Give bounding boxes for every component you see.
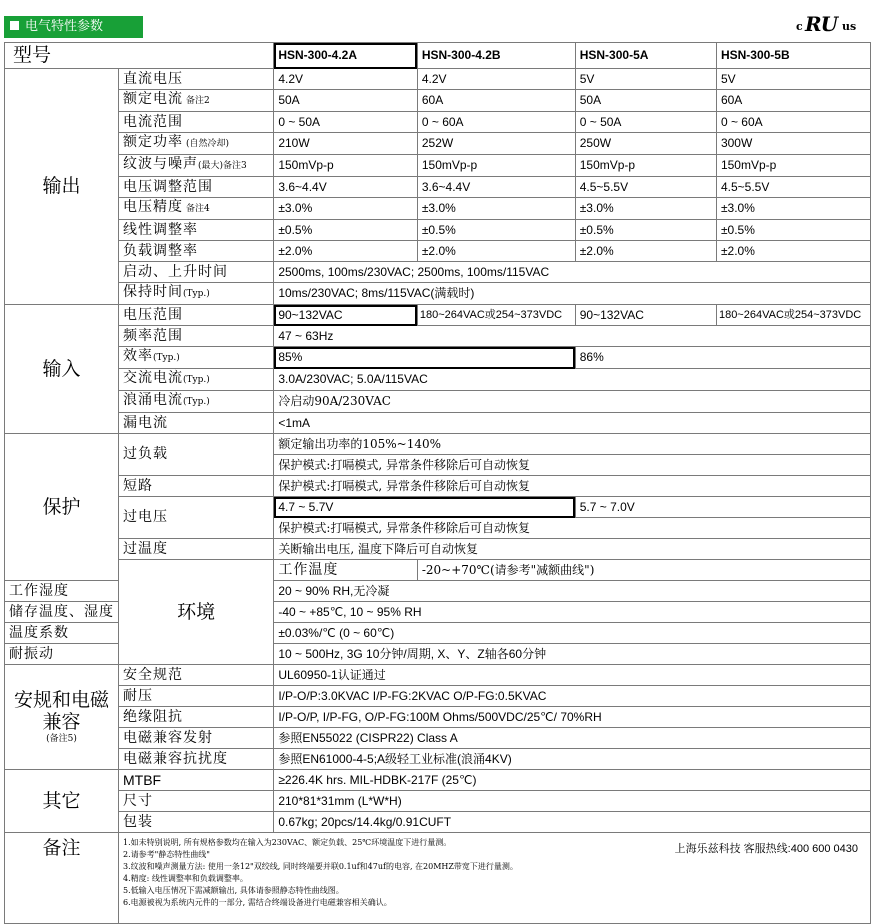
group-others: 其它 [5,770,119,833]
cell: 4.5~5.5V [575,177,716,198]
section-header [4,16,143,38]
row-label: 负载调整率 [119,241,274,262]
cell: 50A [274,90,418,112]
cell: ±3.0% [716,198,870,220]
cell: 86% [575,347,870,369]
row-label: 工作温度 [274,560,418,581]
cell: 2500ms, 100ms/230VAC; 2500ms, 100ms/115VAC [274,262,871,283]
cell: 90~132VAC [575,305,716,326]
cell: ±3.0% [274,198,418,220]
note-line: 5.低输入电压情况下需减额输出, 具体请参照静态特性曲线图。 [123,886,344,895]
cell: 0 ~ 60A [417,112,575,133]
model-name: HSN-300-4.2B [417,43,575,69]
group-safety: 安规和电磁兼容 (备注5) [5,665,119,770]
table-row [5,347,871,369]
cell: I/P-O/P, I/P-FG, O/P-FG:100M Ohms/500VDC/25℃/ 70%RH [274,707,871,728]
row-label: 保持时间(Typ.) [119,283,274,305]
table-row [5,539,871,560]
row-label: 储存温度、湿度 [5,602,119,623]
cell: ±0.5% [575,220,716,241]
spec-table [4,42,871,924]
cell: -40 ~ +85℃, 10 ~ 95% RH [274,602,871,623]
notes-cell [119,833,871,924]
cell: 3.0A/230VAC; 5.0A/115VAC [274,369,871,391]
cell: 252W [417,133,575,155]
cell: 0.67kg; 20pcs/14.4kg/0.91CUFT [274,812,871,833]
row-label: 过温度 [119,539,274,560]
note-line: 3.纹波和噪声测量方法: 使用一条12"双绞线, 同时终端要并联0.1uf和47uf的电容, 在20MHZ带宽下进行量测。 [123,862,518,871]
cell: 4.5~5.5V [716,177,870,198]
table-row [5,749,871,770]
table-row [5,391,871,413]
cell: ±0.03%/℃ (0 ~ 60℃) [274,623,871,644]
table-row [5,112,871,133]
row-label: 直流电压 [119,69,274,90]
cell: 300W [716,133,870,155]
table-row [5,476,871,497]
row-label: 效率(Typ.) [119,347,274,369]
model-row [5,43,871,69]
model-name: HSN-300-4.2A [274,43,418,69]
cell: -20~+70℃(请参考"减额曲线") [417,560,870,581]
row-label: 耐振动 [5,644,119,665]
row-label: 耐压 [119,686,274,707]
group-notes: 备注 [5,833,119,924]
table-row [5,90,871,112]
cell: 0 ~ 50A [274,112,418,133]
note-line: 6.电源被视为系统内元件的一部分, 需结合终端设备进行电磁兼容相关确认。 [123,898,392,907]
cell: ±2.0% [575,241,716,262]
table-row [5,262,871,283]
cell: 180~264VAC或254~373VDC [716,305,870,326]
cell: 参照EN55022 (CISPR22) Class A [274,728,871,749]
cell: 180~264VAC或254~373VDC [417,305,575,326]
cell: 20 ~ 90% RH,无冷凝 [274,581,871,602]
table-row [5,133,871,155]
hotline-text: 上海乐兹科技 客服热线:400 600 0430 [674,843,858,855]
row-label: 纹波与噪声(最大)备注3 [119,155,274,177]
table-row [5,770,871,791]
cell: ±0.5% [417,220,575,241]
cell: ±2.0% [274,241,418,262]
group-output: 输出 [5,69,119,305]
row-label: 绝缘阻抗 [119,707,274,728]
cell: 5V [716,69,870,90]
cell: 5.7 ~ 7.0V [575,497,870,518]
logo-ur: RU [805,12,838,36]
cell: 关断输出电压, 温度下降后可自动恢复 [274,539,871,560]
logo-us: us [842,20,857,33]
note-line: 4.精度: 线性调整率和负载调整率。 [123,874,248,883]
row-label: 交流电流(Typ.) [119,369,274,391]
cell: 150mVp-p [716,155,870,177]
row-label: 漏电流 [119,413,274,434]
group-environment: 环境 [119,560,274,665]
table-row [5,728,871,749]
cell: 0 ~ 50A [575,112,716,133]
cell: 150mVp-p [575,155,716,177]
row-label: 电压调整范围 [119,177,274,198]
table-row [5,305,871,326]
model-label: 型号 [5,43,274,69]
cell: 保护模式:打嗝模式, 异常条件移除后可自动恢复 [274,455,871,476]
cell: 3.6~4.4V [417,177,575,198]
row-label: 温度系数 [5,623,119,644]
cell: 60A [417,90,575,112]
cell: 210W [274,133,418,155]
cell: 47 ~ 63Hz [274,326,871,347]
cul-us-logo [796,12,866,34]
cell: 保护模式:打嗝模式, 异常条件移除后可自动恢复 [274,476,871,497]
note-line: 1.如未特别说明, 所有规格参数均在输入为230VAC、额定负载、25℃环境温度下进行量测。 [123,838,452,847]
cell: 10ms/230VAC; 8ms/115VAC(满载时) [274,283,871,305]
table-row [5,791,871,812]
cell: ≥226.4K hrs. MIL-HDBK-217F (25℃) [274,770,871,791]
cell: ±0.5% [274,220,418,241]
cell: ±0.5% [716,220,870,241]
cell: 3.6~4.4V [274,177,418,198]
row-label: 电压精度 备注4 [119,198,274,220]
cell: ±2.0% [417,241,575,262]
row-label: 浪涌电流(Typ.) [119,391,274,413]
model-name: HSN-300-5A [575,43,716,69]
row-label: 工作湿度 [5,581,119,602]
row-label: 短路 [119,476,274,497]
table-row [5,497,871,518]
square-icon [10,21,19,30]
cell: 冷启动90A/230VAC [274,391,871,413]
table-row [5,326,871,347]
cell: 4.2V [274,69,418,90]
cell: ±2.0% [716,241,870,262]
cell: 5V [575,69,716,90]
row-label: 安全规范 [119,665,274,686]
notes-row [5,833,871,924]
row-label: 启动、上升时间 [119,262,274,283]
cell: 150mVp-p [274,155,418,177]
row-label: 线性调整率 [119,220,274,241]
table-row [5,283,871,305]
cell: 60A [716,90,870,112]
cell: 参照EN61000-4-5;A级轻工业标准(浪涌4KV) [274,749,871,770]
row-label: 额定电流 备注2 [119,90,274,112]
cell: 0 ~ 60A [716,112,870,133]
cell: 85% [274,347,575,369]
cell: 4.7 ~ 5.7V [274,497,575,518]
table-row [5,241,871,262]
cell: <1mA [274,413,871,434]
row-label: 过电压 [119,497,274,539]
group-protection: 保护 [5,434,119,581]
table-row [5,369,871,391]
table-row [5,560,871,581]
cell: ±3.0% [417,198,575,220]
cell: 额定输出功率的105%~140% [274,434,871,455]
table-row [5,220,871,241]
group-input: 输入 [5,305,119,434]
cell: 150mVp-p [417,155,575,177]
row-label: 包装 [119,812,274,833]
table-row [5,686,871,707]
table-row [5,812,871,833]
row-label: 过负载 [119,434,274,476]
row-label: 尺寸 [119,791,274,812]
cell: 50A [575,90,716,112]
cell: 210*81*31mm (L*W*H) [274,791,871,812]
model-name: HSN-300-5B [716,43,870,69]
cell: 4.2V [417,69,575,90]
row-label: 电压范围 [119,305,274,326]
note-line: 2.请参考"静态特性曲线" [123,850,210,859]
table-row [5,434,871,455]
section-title: 电气特性参数 [25,19,104,34]
row-label: 电磁兼容抗扰度 [119,749,274,770]
cell: ±3.0% [575,198,716,220]
cell: I/P-O/P:3.0KVAC I/P-FG:2KVAC O/P-FG:0.5KVAC [274,686,871,707]
row-label: 电流范围 [119,112,274,133]
logo-c: c [796,20,803,33]
table-row [5,198,871,220]
table-row [5,177,871,198]
cell: 90~132VAC [274,305,418,326]
cell: 10 ~ 500Hz, 3G 10分钟/周期, X、Y、Z轴各60分钟 [274,644,871,665]
table-row [5,707,871,728]
cell: 保护模式:打嗝模式, 异常条件移除后可自动恢复 [274,518,871,539]
table-row [5,69,871,90]
row-label: 频率范围 [119,326,274,347]
row-label: MTBF [119,770,274,791]
row-label: 电磁兼容发射 [119,728,274,749]
table-row [5,665,871,686]
table-row [5,155,871,177]
table-row [5,413,871,434]
cell: 250W [575,133,716,155]
row-label: 额定功率 (自然冷却) [119,133,274,155]
cell: UL60950-1认证通过 [274,665,871,686]
